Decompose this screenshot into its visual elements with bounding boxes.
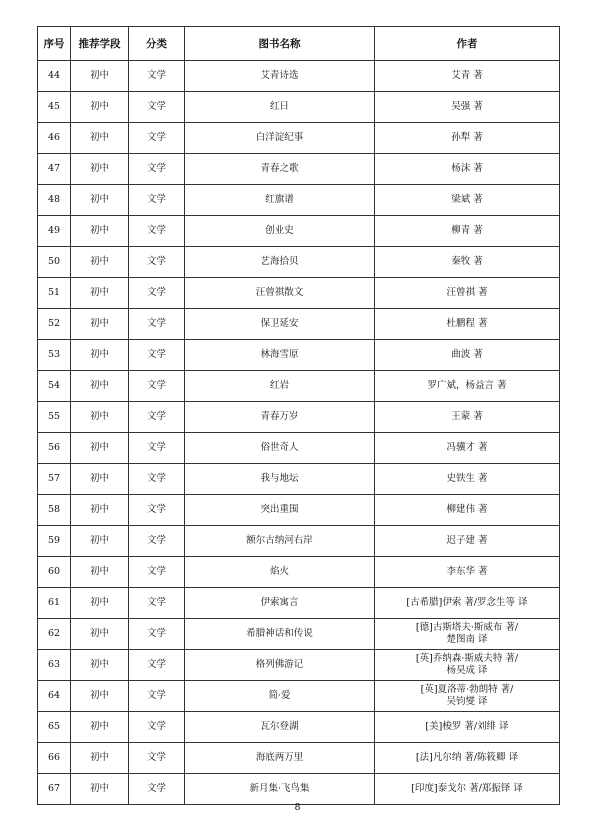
cell-title: 白洋淀纪事 [185,123,375,154]
cell-author: 杨沫 著 [375,154,560,185]
cell-stage: 初中 [71,557,129,588]
table-row [38,309,560,340]
header-category: 分类 [129,27,185,61]
cell-author: 柳青 著 [375,216,560,247]
cell-title: 额尔古纳河右岸 [185,526,375,557]
cell-author: 罗广斌，杨益言 著 [375,371,560,402]
cell-index: 50 [38,247,71,278]
cell-category: 文学 [129,433,185,464]
cell-title: 红日 [185,92,375,123]
cell-category: 文学 [129,123,185,154]
cell-stage: 初中 [71,774,129,805]
table-row [38,154,560,185]
book-list-table [37,26,560,805]
table-row [38,650,560,681]
cell-author: 汪曾祺 著 [375,278,560,309]
cell-stage: 初中 [71,464,129,495]
cell-author: 李东华 著 [375,557,560,588]
cell-title: 青春之歌 [185,154,375,185]
table-row [38,61,560,92]
cell-index: 46 [38,123,71,154]
cell-index: 60 [38,557,71,588]
table-row [38,123,560,154]
cell-category: 文学 [129,216,185,247]
cell-category: 文学 [129,495,185,526]
cell-category: 文学 [129,185,185,216]
cell-title: 青春万岁 [185,402,375,433]
cell-category: 文学 [129,464,185,495]
cell-title: 格列佛游记 [185,650,375,681]
cell-stage: 初中 [71,371,129,402]
cell-title: 创业史 [185,216,375,247]
cell-stage: 初中 [71,61,129,92]
cell-stage: 初中 [71,712,129,743]
cell-index: 55 [38,402,71,433]
cell-index: 64 [38,681,71,712]
cell-stage: 初中 [71,402,129,433]
table-row [38,216,560,247]
cell-index: 62 [38,619,71,650]
cell-stage: 初中 [71,681,129,712]
table-row [38,712,560,743]
cell-stage: 初中 [71,526,129,557]
cell-category: 文学 [129,340,185,371]
header-stage: 推荐学段 [71,27,129,61]
cell-index: 61 [38,588,71,619]
cell-title: 突出重围 [185,495,375,526]
cell-stage: 初中 [71,309,129,340]
cell-category: 文学 [129,402,185,433]
cell-title: 林海雪原 [185,340,375,371]
cell-title: 艺海拾贝 [185,247,375,278]
table-row [38,619,560,650]
cell-title: 红旗谱 [185,185,375,216]
cell-index: 51 [38,278,71,309]
cell-index: 67 [38,774,71,805]
cell-index: 56 [38,433,71,464]
cell-author: [印度]泰戈尔 著/郑振铎 译 [375,774,560,805]
cell-title: 新月集·飞鸟集 [185,774,375,805]
cell-stage: 初中 [71,92,129,123]
cell-index: 58 [38,495,71,526]
cell-author: [法]凡尔纳 著/陈筱卿 译 [375,743,560,774]
table-row [38,495,560,526]
table-row [38,185,560,216]
cell-stage: 初中 [71,650,129,681]
cell-author: [德]古斯塔夫·斯威布 著/ 楚图南 译 [375,619,560,650]
cell-author: [美]梭罗 著/刘绯 译 [375,712,560,743]
cell-stage: 初中 [71,154,129,185]
cell-category: 文学 [129,588,185,619]
cell-index: 44 [38,61,71,92]
cell-author: 孙犁 著 [375,123,560,154]
table-row [38,588,560,619]
table-row [38,557,560,588]
table-row [38,340,560,371]
cell-category: 文学 [129,247,185,278]
cell-index: 52 [38,309,71,340]
cell-index: 54 [38,371,71,402]
table-row [38,402,560,433]
table-row [38,774,560,805]
cell-index: 66 [38,743,71,774]
page-number: 8 [294,802,301,813]
header-index: 序号 [38,27,71,61]
table-row [38,433,560,464]
cell-author: 曲波 著 [375,340,560,371]
cell-title: 红岩 [185,371,375,402]
cell-category: 文学 [129,309,185,340]
table-header-row [38,27,560,61]
cell-category: 文学 [129,61,185,92]
cell-title: 海底两万里 [185,743,375,774]
cell-stage: 初中 [71,185,129,216]
table-row [38,92,560,123]
header-author: 作者 [375,27,560,61]
cell-author: 艾青 著 [375,61,560,92]
header-title: 图书名称 [185,27,375,61]
table-row [38,371,560,402]
cell-index: 48 [38,185,71,216]
cell-category: 文学 [129,154,185,185]
cell-stage: 初中 [71,619,129,650]
cell-stage: 初中 [71,743,129,774]
cell-title: 希腊神话和传说 [185,619,375,650]
cell-title: 我与地坛 [185,464,375,495]
cell-category: 文学 [129,774,185,805]
cell-title: 汪曾祺散文 [185,278,375,309]
cell-index: 53 [38,340,71,371]
cell-index: 57 [38,464,71,495]
cell-stage: 初中 [71,495,129,526]
cell-title: 艾青诗选 [185,61,375,92]
cell-stage: 初中 [71,123,129,154]
cell-index: 47 [38,154,71,185]
cell-author: 史铁生 著 [375,464,560,495]
cell-author: 杜鹏程 著 [375,309,560,340]
cell-stage: 初中 [71,340,129,371]
cell-stage: 初中 [71,247,129,278]
cell-author: 迟子建 著 [375,526,560,557]
cell-title: 简·爱 [185,681,375,712]
cell-author: 冯骥才 著 [375,433,560,464]
cell-title: 俗世奇人 [185,433,375,464]
cell-category: 文学 [129,743,185,774]
cell-stage: 初中 [71,216,129,247]
cell-index: 65 [38,712,71,743]
cell-category: 文学 [129,619,185,650]
table-row [38,681,560,712]
cell-author: 吴强 著 [375,92,560,123]
cell-category: 文学 [129,681,185,712]
cell-author: [英]乔纳森·斯威夫特 著/ 杨昊成 译 [375,650,560,681]
cell-stage: 初中 [71,433,129,464]
table-body [38,61,560,805]
cell-title: 保卫延安 [185,309,375,340]
cell-category: 文学 [129,712,185,743]
table-row [38,743,560,774]
cell-title: 伊索寓言 [185,588,375,619]
table-row [38,247,560,278]
cell-category: 文学 [129,557,185,588]
table-row [38,464,560,495]
cell-category: 文学 [129,526,185,557]
cell-author: 秦牧 著 [375,247,560,278]
cell-author: 梁斌 著 [375,185,560,216]
cell-category: 文学 [129,278,185,309]
cell-author: 王蒙 著 [375,402,560,433]
cell-stage: 初中 [71,588,129,619]
cell-index: 63 [38,650,71,681]
cell-index: 49 [38,216,71,247]
cell-category: 文学 [129,92,185,123]
cell-author: [古希腊]伊索 著/罗念生等 译 [375,588,560,619]
table-row [38,278,560,309]
cell-title: 焰火 [185,557,375,588]
cell-index: 45 [38,92,71,123]
cell-category: 文学 [129,371,185,402]
cell-author: 柳建伟 著 [375,495,560,526]
cell-index: 59 [38,526,71,557]
cell-category: 文学 [129,650,185,681]
table-row [38,526,560,557]
cell-title: 瓦尔登湖 [185,712,375,743]
cell-author: [英]夏洛蒂·勃朗特 著/ 吴钧燮 译 [375,681,560,712]
cell-stage: 初中 [71,278,129,309]
